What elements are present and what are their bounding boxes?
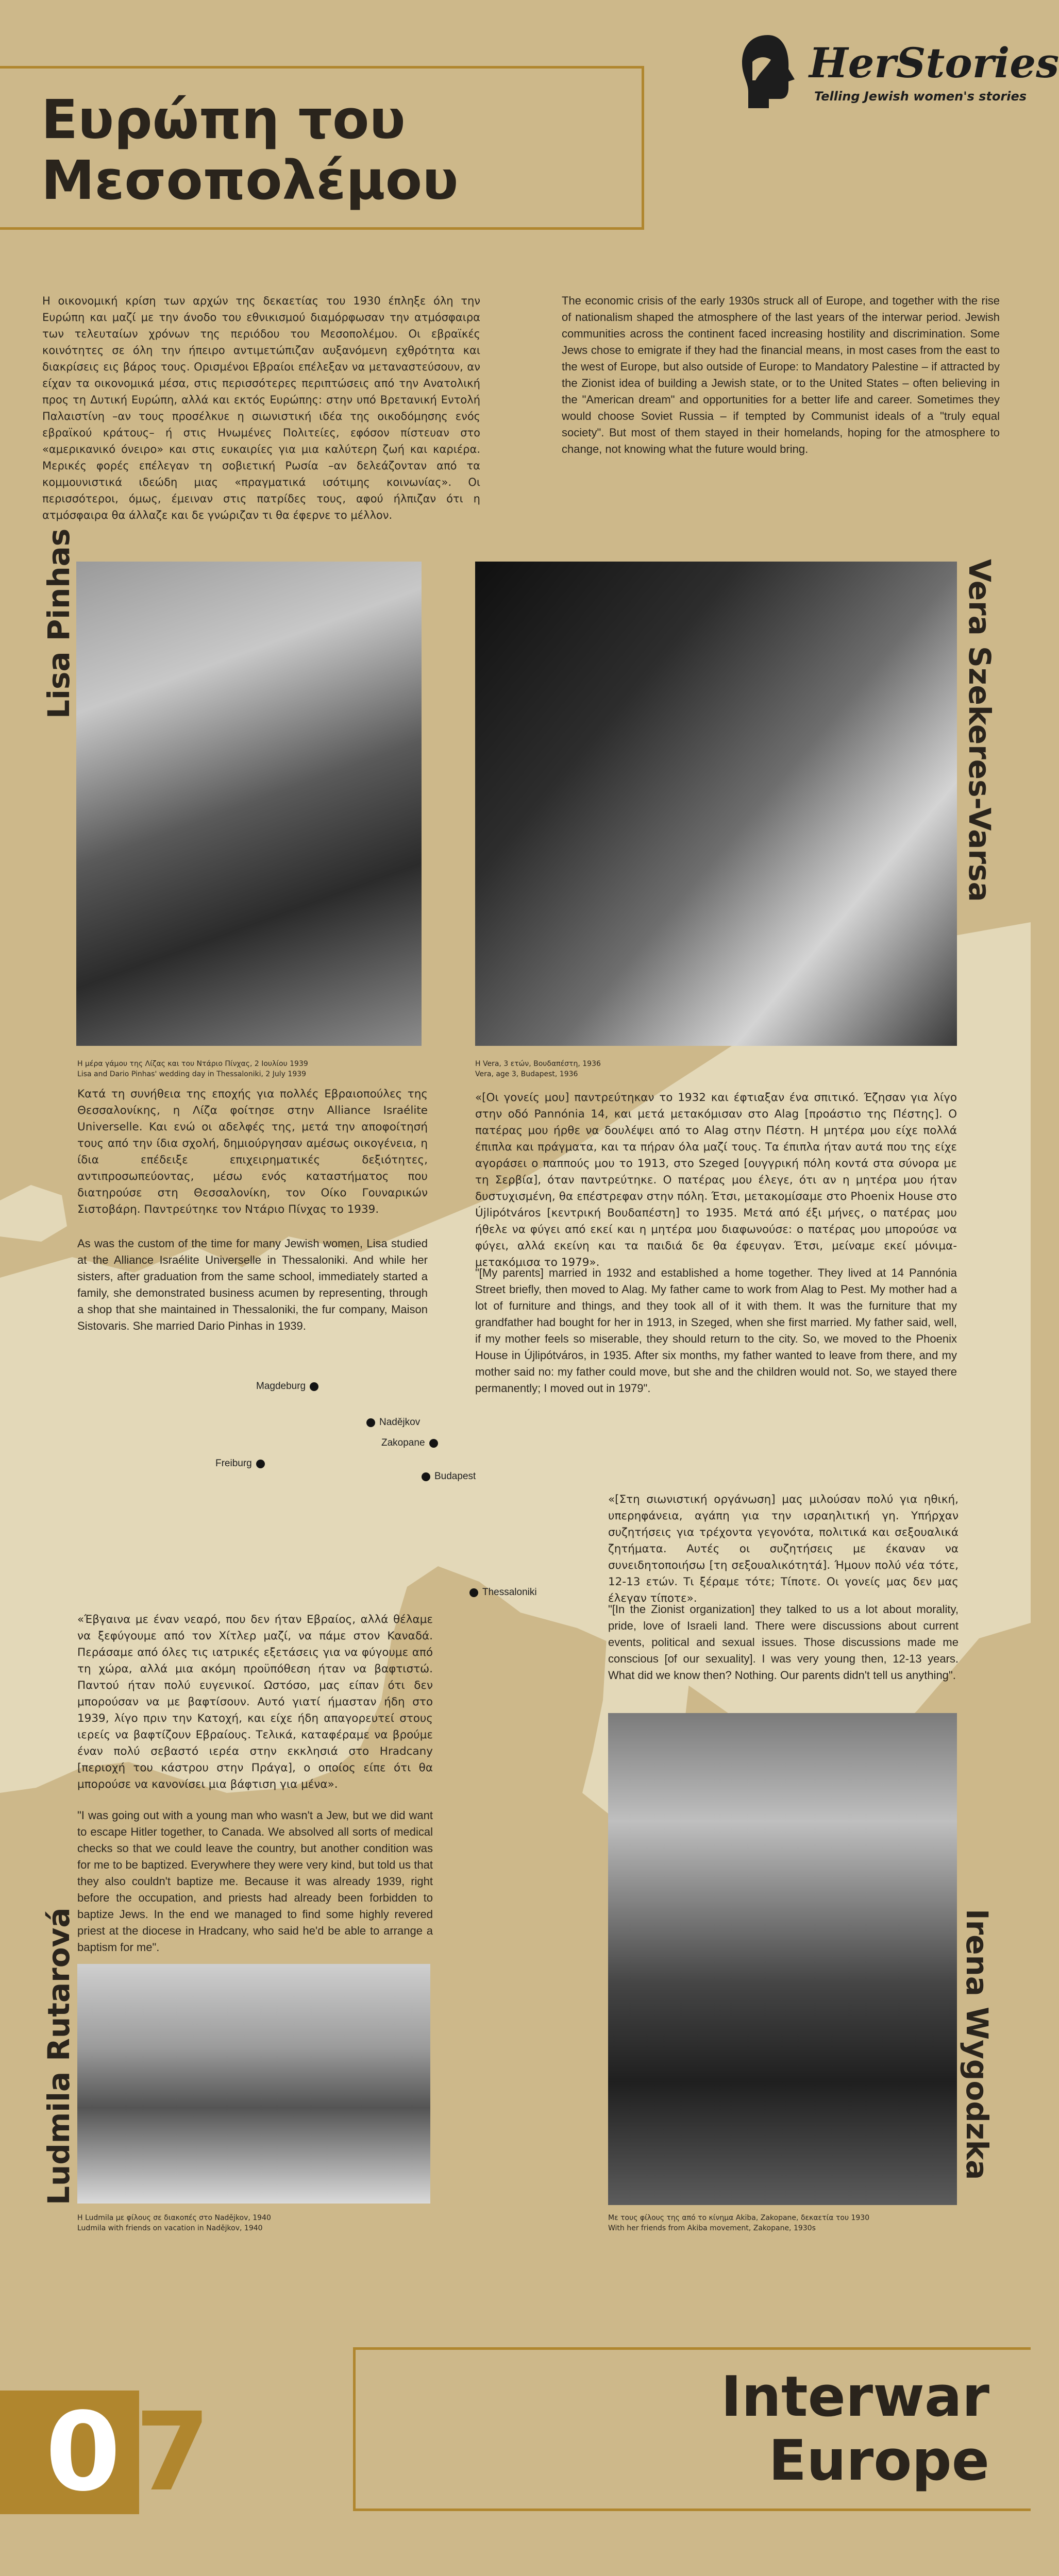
- story-lisa-greek: Κατά τη συνήθεια της εποχής για πολλές Εβραιοπούλες της Θεσσαλονίκης, η Λίζα φοίτησε στην Alliance Israélite Universelle. Και ενώ οι αδελφές της, μετά την αποφοίτησή τους από την ίδια σχολή, δημιούργησαν αμέσως οικογένεια, η ίδια επέδειξε επιχειρηματικές δεξιότητες, αντιπροσωπεύοντας, μέσω ενός καταστήματος που διατηρούσε στη Θεσσαλονίκη, τον Οίκο Γουναρικών Σιστοβάρη. Παντρεύτηκε τον Ντάριο Πίνχας το 1939.: [77, 1088, 428, 1216]
- city-dot: [310, 1382, 318, 1391]
- name-vera: Vera Szekeres-Varsa: [962, 559, 997, 902]
- caption-ludmila-english: Ludmila with friends on vacation in Nadějkov, 1940: [77, 2224, 263, 2232]
- caption-lisa-greek: Η μέρα γάμου της Λίζας και του Ντάριο Πίνχας, 2 Ιουλίου 1939: [77, 1060, 308, 1068]
- page-title: [41, 89, 458, 211]
- photo-vera-child: [475, 562, 957, 1046]
- photo-ludmila-friends: [77, 1964, 430, 2204]
- city-label: Nadějkov: [379, 1417, 421, 1428]
- city-label: Budapest: [434, 1471, 476, 1482]
- caption-irena-english: With her friends from Akiba movement, Zakopane, 1930s: [608, 2224, 816, 2232]
- name-irena: Irena Wygodzka: [960, 1909, 995, 2180]
- city-dot: [429, 1439, 438, 1448]
- city-budapest: [422, 1471, 476, 1482]
- footer-title: [721, 2365, 989, 2493]
- herstories-logo: [732, 28, 1059, 121]
- logo-tagline: Telling Jewish women's stories: [814, 89, 1027, 104]
- name-lisa: Lisa Pinhas: [41, 528, 76, 719]
- map-island: [0, 1185, 67, 1242]
- city-thessaloniki: [469, 1587, 537, 1598]
- city-freiburg: [215, 1458, 265, 1469]
- city-label: Zakopane: [381, 1437, 425, 1448]
- city-nadejkov: [366, 1417, 420, 1428]
- caption-lisa-english: Lisa and Dario Pinhas' wedding day in Thessaloniki, 2 July 1939: [77, 1070, 307, 1078]
- caption-ludmila: [77, 2213, 433, 2233]
- caption-lisa: [77, 1059, 428, 1079]
- story-ludmila-english: "I was going out with a young man who wasn't a Jew, but we did want to escape Hitler together, to Canada. We absolved all sorts of medical checks so that we could leave the country, but another condition was for me to be baptized. Everywhere they were very kind, but told us that they also couldn't baptize me. Because it was already 1939, right before the occupation, and priests had already been forbidden to baptize Jews. In the end we managed to find some highly revered priest at the diocese in Hradcany, who said he'd be able to arrange a baptism for me".: [77, 1809, 433, 1954]
- intro-text-english: The economic crisis of the early 1930s struck all of Europe, and together with the rise of nationalism shaped the atmosphere of the last years of the interwar period. Jewish communities across the continent faced increasing hostility and discrimination. Some Jews chose to emigrate if they had the financial means, in most cases from the east to the west of Europe, but also outside of Europe: to Mandatory Palestine – if attracted by the Zionist idea of building a Jewish state, or to the United States – often believing in the "American dream" and opportunities for a better life and career. Sometimes they would choose Soviet Russia – if tempted by Communist ideals of a "truly equal society". But most of them stayed in their homelands, hoping for the atmosphere to change, not knowing what the future would bring.: [562, 294, 1000, 455]
- caption-irena-greek: Με τους φίλους της από το κίνημα Akiba, Zakopane, δεκαετία του 1930: [608, 2214, 870, 2222]
- story-vera-greek: «[Οι γονείς μου] παντρεύτηκαν το 1932 και έφτιαξαν ένα σπιτικό. Έζησαν για λίγο στην οδό Pannónia 14, και μετά μετακόμισαν στο Alag [προάστιο της Πέστης]. Ο πατέρας μου ήρθε να δουλέψει από το Alag στην Πέστη. Η μητέρα μου είχε πολλά έπιπλα και πράγματα, και τα πήραν όλα μαζί τους. Τα έπιπλα ήταν αυτά που της είχε αγοράσει ο παππούς μου το 1913, στο Szeged [ουγγρική πόλη κοντά στα σύνορα με τη Σερβία], όταν παντρεύτηκε. Ο πατέρας μου έλεγε, ότι αν η μητέρα μου ήταν δυστυχισμένη, θα επέστρεφαν στην πόλη. Έτσι, μετακομίσαμε στο Phoenix House στο Újlipótváros [κεντρική Βουδαπέστη] το 1935. Μετά από έξι μήνες, ο πατέρας μου ήθελε να φύγει από εκεί και η μητέρα μου διαφωνούσε: ο πατέρας μου μπορούσε να φύγει, αλλά εκείνη και τα παιδιά δε θα έφευγαν. Έτσι, μείναμε εκεί μόνιμα- μετακόμισα το 1979».: [475, 1091, 957, 1269]
- page-title-line2: Μεσοπολέμου: [41, 149, 459, 212]
- city-dot: [422, 1472, 430, 1481]
- city-zakopane: [381, 1437, 438, 1449]
- caption-ludmila-greek: Η Ludmila με φίλους σε διακοπές στο Nadějkov, 1940: [77, 2214, 271, 2222]
- footer-title-line2: Europe: [768, 2429, 989, 2493]
- caption-irena: [608, 2213, 959, 2233]
- city-label: Freiburg: [215, 1458, 252, 1469]
- city-magdeburg: [256, 1381, 318, 1392]
- photo-lisa-wedding: [76, 562, 422, 1046]
- story-lisa-english: As was the custom of the time for many Jewish women, Lisa studied at the Alliance Israélite Universelle in Thessaloniki. And while her sisters, after graduation from the same school, immediately started a family, she demonstrated business acumen by representing, through a shop that she maintained in Thessaloniki, the fur company, Maison Sistovaris. She married Dario Pinhas in 1939.: [77, 1237, 428, 1332]
- head-silhouette-icon: [737, 31, 799, 113]
- story-irena-greek: «[Στη σιωνιστική οργάνωση] μας μιλούσαν πολύ για ηθική, υπερηφάνεια, αγάπη για την ισραηλιτική γη. Υπήρχαν συζητήσεις για τρέχοντα γεγονότα, πολιτικά και σεξουαλικά ζητήματα. Αυτές οι συζητήσεις με έκαναν να συνειδητοποιήσω [τη σεξουαλικότητά]. Ήμουν πολύ νέα τότε, 12-13 ετών. Τι ξέραμε τότε; Τίποτε. Οι γονείς μας δεν μας έλεγαν τίποτε».: [608, 1493, 959, 1605]
- story-ludmila-greek: «Έβγαινα με έναν νεαρό, που δεν ήταν Εβραίος, αλλά θέλαμε να ξεφύγουμε από τον Χίτλερ μαζί, να πάμε στον Καναδά. Περάσαμε από όλες τις ιατρικές εξετάσεις για να φύγουμε από τη χώρα, αλλά μια ακόμη προϋπόθεση ήταν να βαφτιστώ. Παντού ήταν πολύ ευγενικοί. Ωστόσο, μας είπαν ότι δεν μπορούσαν να με βαφτίσουν. Αυτό γιατί ήμασταν ήδη στο 1939, λίγο πριν την Κατοχή, και είχε ήδη απαγορευτεί στους ιερείς να βαφτίζουν Εβραίους. Τελικά, καταφέραμε να βρούμε έναν πολύ σεβαστό ιερέα στην εκκλησιά στο Hradcany [περιοχή του κάστρου στην Πράγα], ο οποίος είπε ότι θα μπορούσε να κανονίσει μια βάφτιση για μένα».: [77, 1613, 433, 1791]
- story-vera-english: "[My parents] married in 1932 and established a home together. They lived at 14 Pannónia Street briefly, then moved to Alag. My father came to work from Alag to Pest. My mother had a lot of furniture and things, and they took all of it with them. It was the furniture that my grandfather had bought for her in 1913, in Szeged, when she first married. My father said, well, if my mother feels so miserable, they should return to the city. So, we moved to the Phoenix House in Újlipótváros, in 1935. After six months, my father wanted to leave from there, and my mother said no: my father could move, but she and the children would not. So, we stayed there permanently; I moved out in 1979".: [475, 1266, 957, 1395]
- footer-title-line1: Interwar: [720, 2365, 989, 2429]
- footer-title-box: [353, 2347, 1031, 2511]
- city-label: Magdeburg: [256, 1381, 306, 1392]
- city-dot: [469, 1588, 478, 1597]
- name-ludmila: Ludmila Rutarová: [41, 1907, 76, 2205]
- section-number-second-digit: 7: [135, 2389, 211, 2515]
- intro-text-greek: Η οικονομική κρίση των αρχών της δεκαετίας του 1930 έπληξε όλη την Ευρώπη και μαζί με την άνοδο του εθνικισμού διαμόρφωσαν την ατμόσφαιρα των τελευταίων χρόνων της περιόδου του Μεσοπολέμου. Οι εβραϊκές κοινότητες σε όλη την ήπειρο αντιμετώπιζαν αυξανόμενη εχθρότητα και διακρίσεις εις βάρος τους. Ορισμένοι Εβραίοι επέλεξαν να μεταναστεύσουν, αν είχαν τα οικονομικά μέσα, στις περισσότερες περιπτώσεις από την Ανατολική προς τη Δυτική Ευρώπη, αλλά και εκτός Ευρώπης: στην υπό Βρετανική Εντολή Παλαιστίνη –αν τους προσέλκυε η σιωνιστική ιδέα της οικοδόμησης ενός εβραϊκού κράτους– ή στις Ηνωμένες Πολιτείες, εφόσον πίστευαν στο «αμερικανικό όνειρο» και στις ευκαιρίες για μια καλύτερη ζωή και καριέρα. Μερικές φορές επέλεγαν τη σοβιετική Ρωσία –αν δελεάζονταν από τα κομμουνιστικά ιδεώδη μιας «πραγματικά ισότιμης κοινωνίας». Οι περισσότεροι, όμως, έμειναν στις πατρίδες τους, αφού ήλπιζαν ότι η ατμόσφαιρα θα άλλαζε και δε γνώριζαν τι θα έφερνε το μέλλον.: [42, 295, 480, 521]
- caption-vera-english: Vera, age 3, Budapest, 1936: [475, 1070, 578, 1078]
- story-irena-english: "[In the Zionist organization] they talked to us a lot about morality, pride, love of Israeli land. There were discussions about current events, political and sexual issues. Those discussions made me conscious [of our sexuality]. I was very young then, 12-13 years. What did we know then? Nothing. Our parents didn't tell us anything".: [608, 1603, 959, 1682]
- caption-vera: [475, 1059, 954, 1079]
- city-dot: [366, 1418, 375, 1427]
- logo-name: HerStories: [809, 39, 1059, 87]
- title-box: [0, 66, 644, 230]
- city-label: Thessaloniki: [482, 1587, 537, 1598]
- page-title-line1: Ευρώπη του: [41, 88, 406, 151]
- city-dot: [256, 1460, 265, 1468]
- caption-vera-greek: Η Vera, 3 ετών, Βουδαπέστη, 1936: [475, 1060, 601, 1068]
- section-number-first-digit: 0: [45, 2389, 121, 2515]
- photo-irena-friends: [608, 1713, 957, 2205]
